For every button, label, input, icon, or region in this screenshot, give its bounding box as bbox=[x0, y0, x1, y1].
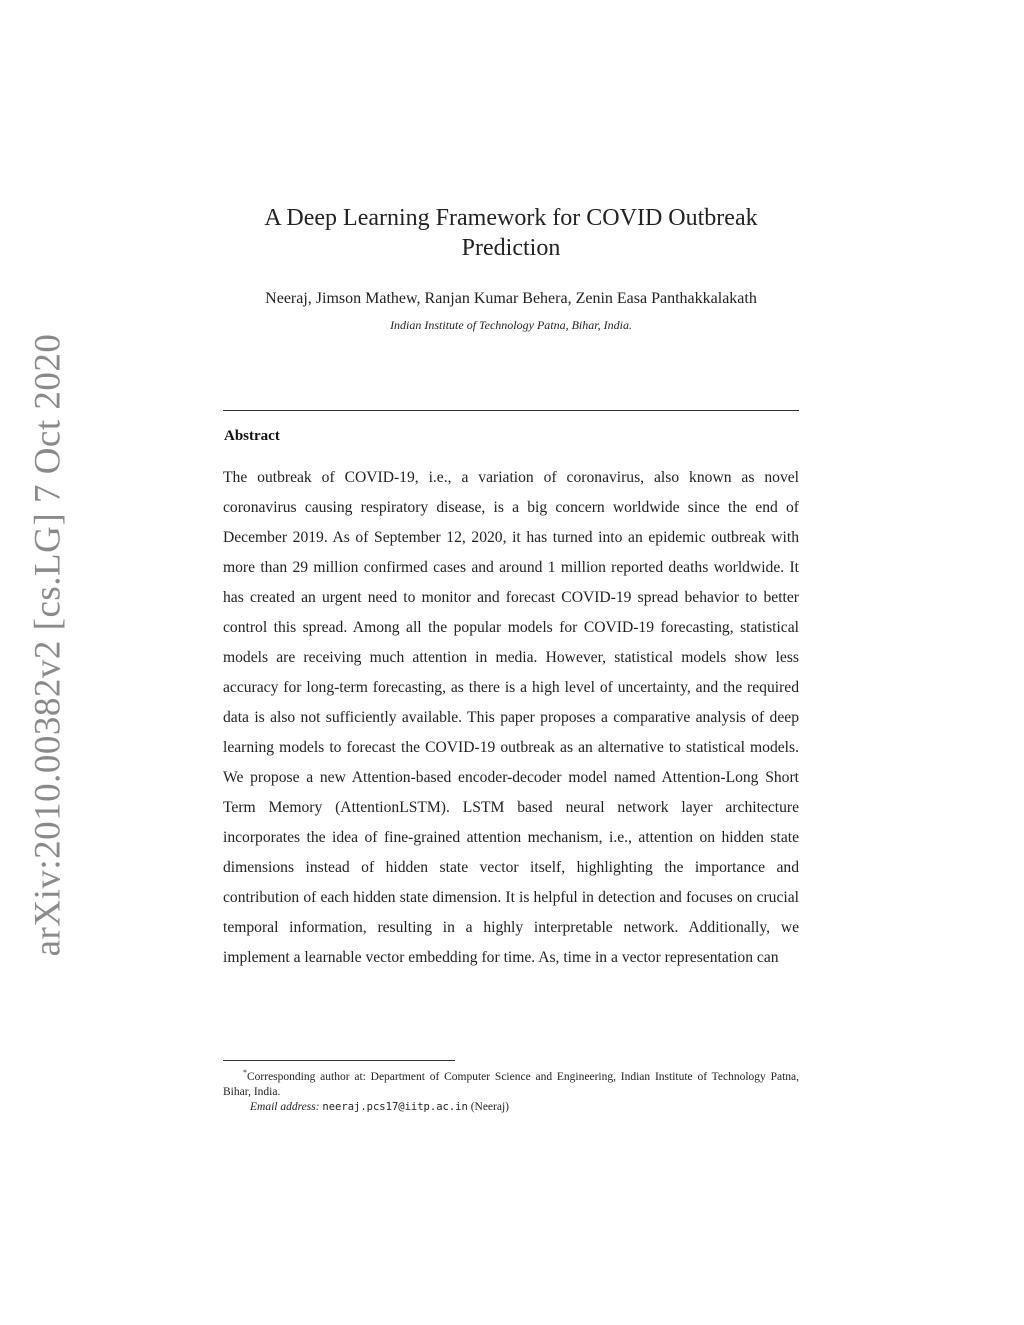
footnote bbox=[223, 1065, 799, 1115]
abstract-top-rule bbox=[223, 410, 799, 411]
footnote-corresponding-author bbox=[223, 1065, 799, 1100]
paper-title bbox=[223, 203, 799, 263]
footnote-text: Corresponding author at: Department of Computer Science and Engineering, Indian Institute of Technology Patna, Bihar, India. bbox=[223, 1070, 799, 1098]
email-label: Email address: bbox=[250, 1100, 320, 1113]
arxiv-identifier-stamp: arXiv:2010.00382v2 [cs.LG] 7 Oct 2020 bbox=[27, 333, 69, 957]
author-list: Neeraj, Jimson Mathew, Ranjan Kumar Behera, Zenin Easa Panthakkalakath bbox=[265, 290, 757, 307]
author-affiliation: Indian Institute of Technology Patna, Bihar, India. bbox=[390, 318, 632, 332]
footnote-email-line bbox=[223, 1100, 799, 1115]
abstract-heading: Abstract bbox=[224, 428, 280, 444]
paper-title-line-1: A Deep Learning Framework for COVID Outbreak bbox=[264, 205, 758, 231]
email-address[interactable]: neeraj.pcs17@iitp.ac.in bbox=[322, 1100, 468, 1113]
paper-title-line-2: Prediction bbox=[461, 235, 561, 261]
footnote-marker: * bbox=[243, 1068, 247, 1077]
email-owner: (Neeraj) bbox=[470, 1100, 509, 1113]
abstract-body: The outbreak of COVID-19, i.e., a variation of coronavirus, also known as novel coronavirus causing respiratory disease, is a big concern worldwide since the end of December 2019. As of September 12, 2020, it has turned into an epidemic outbreak with more than 29 million confirmed cases and around 1 million reported deaths worldwide. It has created an urgent need to monitor and forecast COVID-19 spread behavior to better control this spread. Among all the popular models for COVID-19 forecasting, statistical models are receiving much attention in media. However, statistical models show less accuracy for long-term forecasting, as there is a high level of uncertainty, and the required data is also not sufficiently available. This paper proposes a comparative analysis of deep learning models to forecast the COVID-19 outbreak as an alternative to statistical models. We propose a new Attention-based encoder-decoder model named Attention-Long Short Term Memory (AttentionLSTM). LSTM based neural network layer architecture incorporates the idea of fine-grained attention mechanism, i.e., attention on hidden state dimensions instead of hidden state vector itself, highlighting the importance and contribution of each hidden state dimension. It is helpful in detection and focuses on crucial temporal information, resulting in a highly interpretable network. Additionally, we implement a learnable vector embedding for time. As, time in a vector representation can bbox=[223, 469, 799, 966]
footnote-rule bbox=[223, 1060, 455, 1061]
